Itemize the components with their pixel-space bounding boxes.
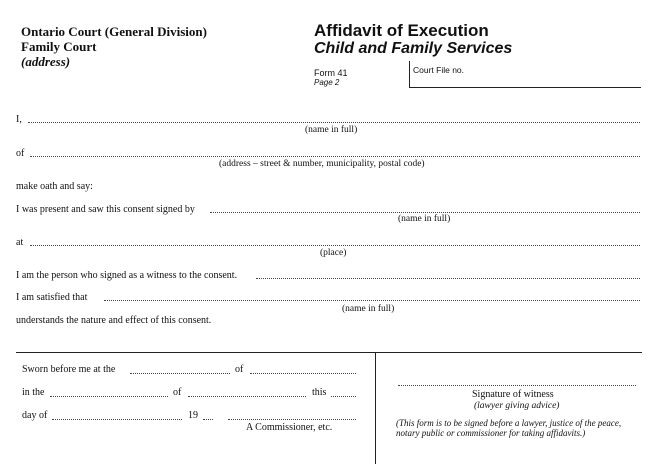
at-label: at (16, 237, 24, 248)
year-prefix: 19 (188, 410, 198, 421)
signer-name-field[interactable] (210, 212, 640, 213)
sworn-of-label: of (235, 364, 244, 375)
make-oath-text: make oath and say: (16, 181, 93, 192)
year-field[interactable] (203, 419, 213, 420)
this-label: this (312, 387, 327, 398)
court-name: Ontario Court (General Division) (21, 24, 207, 39)
court-address: (address) (21, 54, 71, 69)
address-field[interactable] (30, 156, 640, 157)
court-file-label: Court File no. (413, 65, 465, 75)
place-caption: (place) (320, 248, 347, 258)
sworn-place-field[interactable] (130, 373, 230, 374)
signer-name-caption: (name in full) (398, 214, 451, 224)
of-label: of (16, 148, 25, 159)
i-label: I, (16, 114, 22, 125)
court-division: Family Court (21, 39, 97, 54)
lawyer-label: (lawyer giving advice) (474, 401, 560, 411)
commissioner-label: A Commissioner, etc. (246, 422, 333, 433)
witness-signature-label: Signature of witness (472, 389, 554, 400)
signing-note: (This form is to be signed before a lawyer, justice of the peace, notary public or commissioner for taking affidavits.) (396, 418, 622, 438)
satisfied-name-caption: (name in full) (342, 304, 395, 314)
column-divider (375, 352, 376, 464)
sworn-municipality-field[interactable] (250, 373, 356, 374)
day-number-field[interactable] (331, 396, 356, 397)
address-caption: (address – street & number, municipality, postal code) (219, 159, 425, 169)
satisfied-text: I am satisfied that (16, 292, 88, 303)
form-title: Affidavit of Execution (314, 21, 489, 40)
witness-text: I am the person who signed as a witness to the consent. (16, 270, 238, 281)
name-field[interactable] (28, 122, 640, 123)
witness-signature-field[interactable] (398, 385, 636, 386)
page-number: Page 2 (314, 78, 340, 87)
day-of-label: day of (22, 410, 48, 421)
in-the-field[interactable] (50, 396, 168, 397)
form-number: Form 41 (314, 68, 348, 78)
month-field[interactable] (52, 419, 182, 420)
in-the-label: in the (22, 387, 45, 398)
sworn-of2-label: of (173, 387, 182, 398)
witness-line-filler (256, 278, 640, 279)
name-caption: (name in full) (305, 125, 358, 135)
region-field[interactable] (188, 396, 306, 397)
place-field[interactable] (30, 245, 640, 246)
present-text: I was present and saw this consent signed by (16, 204, 195, 215)
section-divider (16, 352, 642, 353)
form-subtitle: Child and Family Services (314, 40, 513, 57)
satisfied-name-field[interactable] (104, 300, 640, 301)
commissioner-signature-field[interactable] (228, 419, 356, 420)
sworn-text: Sworn before me at the (22, 364, 116, 375)
understands-text: understands the nature and effect of this consent. (16, 315, 212, 326)
